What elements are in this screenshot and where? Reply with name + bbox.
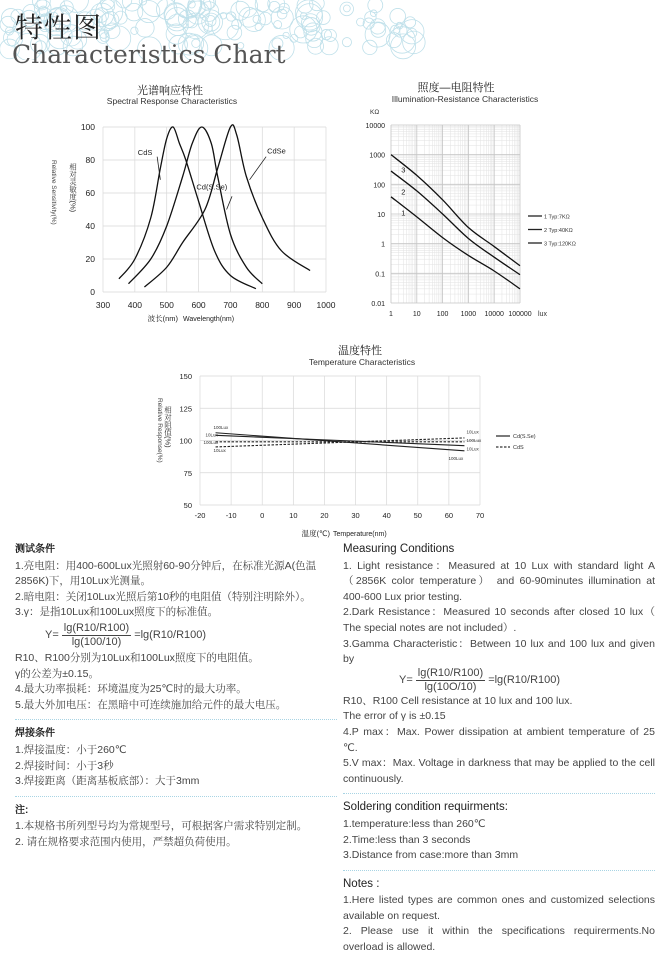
- y-tick-label: 0.1: [375, 271, 385, 279]
- formula-lhs: Y=: [399, 673, 413, 686]
- legend-label: CdS: [513, 445, 524, 451]
- gamma-formula: [343, 668, 655, 694]
- y-tick-label: 40: [85, 221, 95, 231]
- x-tick-label: 10000: [484, 311, 504, 318]
- y-tick-label: 20: [85, 254, 95, 264]
- section-title-test-conditions: 测试条件: [15, 544, 55, 555]
- formula-denominator: lg(100/10): [71, 636, 122, 649]
- y-tick-label: 125: [179, 404, 192, 414]
- text-line: 4.最大功率损耗：环境温度为25℃时的最大功率。: [15, 683, 247, 696]
- series-number-label: 1: [401, 208, 406, 218]
- section-title-soldering: 焊接条件: [15, 728, 55, 740]
- series-number-label: 2: [401, 187, 406, 197]
- y-axis-label: Relative Response(%): [156, 398, 163, 463]
- chart-subtitle: Temperature Characteristics: [308, 357, 416, 367]
- divider: [15, 719, 337, 720]
- text-line: 5.最大外加电压：在黑暗中可连续施加给元件的最大电压。: [15, 698, 287, 711]
- formula-rhs: =lg(R10/R100): [488, 673, 561, 686]
- x-tick-label: 10: [289, 511, 298, 520]
- spectral-response-chart: [50, 83, 336, 323]
- divider: [343, 793, 655, 794]
- series-label: Cd(S.Se): [196, 182, 228, 192]
- formula-lhs: Y=: [45, 629, 59, 642]
- formula-fraction: [62, 622, 131, 649]
- formula-numerator: lg(R10/R100): [417, 667, 484, 680]
- x-tick-label: 1000: [316, 300, 336, 310]
- series-line-3: [391, 155, 520, 266]
- legend-label: 1 Typ:7KΩ: [544, 214, 570, 221]
- text-line: 3.Gamma Characteristic：Between 10 lux and 100 lux and given by: [343, 637, 655, 666]
- series-label: CdS: [137, 148, 153, 158]
- y-tick-label: 0: [90, 287, 95, 297]
- x-tick-label: 50: [413, 511, 422, 520]
- text-line: 4.P max：Max. Power dissipation at ambient temperature of 25 ℃.: [343, 725, 655, 754]
- y-tick-label: 10: [377, 212, 385, 219]
- y-axis-label-cn: 相对阻值(%): [163, 406, 173, 448]
- text-line: 2. Please use it within the specifications requirerments.No overload is allowed.: [343, 925, 655, 954]
- y-tick-label: 50: [183, 501, 192, 510]
- x-tick-label: 300: [95, 300, 111, 310]
- y-tick-label: 100: [373, 182, 385, 190]
- x-tick-label: 10: [412, 311, 421, 318]
- text-line: 1.temperature:less than 260℃: [343, 817, 486, 830]
- formula-fraction: [416, 667, 485, 694]
- formula-denominator: lg(10O/10): [424, 681, 477, 694]
- legend-label: 3 Typ:120KΩ: [544, 241, 576, 248]
- text-line: 5.V max：Max. Voltage in darkness that may be applied to the cell continuously.: [343, 757, 655, 785]
- x-tick-label: 400: [127, 300, 142, 310]
- line-label: 100Lux: [203, 440, 219, 445]
- line-label: 100Lux: [448, 456, 464, 461]
- x-tick-label: 600: [191, 300, 206, 310]
- x-tick-label: 700: [223, 300, 238, 310]
- series-number-label: 3: [401, 165, 406, 175]
- text-line: 2. 请在规格要求范围内使用，严禁超负荷使用。: [15, 835, 237, 848]
- text-line: 3.γ：是指10Lux和100Lux照度下的标准值。: [15, 606, 219, 619]
- x-tick-label: 100: [436, 311, 449, 318]
- chart-title-cn: 照度—电阻特性: [417, 82, 495, 94]
- x-axis-unit: lux: [538, 311, 547, 318]
- formula-rhs: =lg(R10/R100): [134, 629, 207, 642]
- y-axis-label: Relative Sensitivity(%): [50, 160, 57, 225]
- text-line: 2.暗电阻：关闭10Lux光照后第10秒的电阻值（特别注明除外）。: [15, 590, 311, 603]
- y-tick-label: 1000: [369, 152, 385, 160]
- section-title-notes: 注:: [15, 804, 29, 816]
- x-tick-label: 1000: [460, 311, 477, 318]
- y-tick-label: 100: [80, 122, 95, 132]
- y-tick-label: 1: [381, 241, 385, 249]
- text-line: 3.Distance from case:more than 3mm: [343, 849, 519, 862]
- section-title-soldering: Soldering condition requirments:: [343, 801, 508, 814]
- x-tick-label: 20: [320, 511, 329, 520]
- text-line: 1.本规格书所列型号均为常规型号，可根据客户需求特别定制。: [15, 820, 308, 833]
- series-line-cds: [216, 438, 465, 447]
- gamma-formula: [15, 621, 337, 651]
- x-axis-label: Temperature(nm): [333, 531, 387, 538]
- x-axis-label-cn: 温度(℃): [301, 529, 330, 538]
- x-tick-label: -10: [225, 511, 237, 520]
- page-title-cn: 特性图: [15, 11, 103, 44]
- section-title-measuring-conditions: Measuring Conditions: [343, 543, 455, 555]
- arrow-icon: [227, 196, 232, 209]
- text-line: 1. Light resistance：Measured at 10 Lux with standard light A（2856K color temperature） and 60-90minutes illumination at 400-600 Lux prior testing.: [343, 559, 655, 603]
- illumination-resistance-chart: [366, 80, 576, 318]
- text-line: The error of γ is ±0.15: [343, 710, 446, 723]
- line-label: 100Lux: [213, 425, 229, 430]
- text-line: 2.Dark Resistance：Measured 10 seconds after closed 10 lux（ The special notes are not included）.: [343, 606, 655, 634]
- y-axis-unit: KΩ: [370, 109, 380, 116]
- text-line: 2.焊接时间：小于3秒: [15, 759, 114, 772]
- text-line: 1.Here listed types are common ones and customized selections available on request.: [343, 894, 655, 922]
- series-label: CdSe: [267, 146, 286, 156]
- text-line: 3.焊接距离（距离基板底部）：大于3mm: [15, 775, 200, 788]
- x-axis-label: Wavelength(nm): [183, 316, 235, 323]
- text-line: 1.焊接温度：小于260℃: [15, 743, 127, 756]
- y-tick-label: 100: [179, 436, 192, 446]
- chart-subtitle: Illumination-Resistance Characteristics: [391, 94, 539, 104]
- x-tick-label: 40: [382, 511, 391, 520]
- line-label: 10Lux: [466, 446, 479, 452]
- y-tick-label: 75: [183, 468, 192, 478]
- text-line: γ的公差为±0.15。: [15, 667, 99, 680]
- x-axis-label-cn: 波长(nm): [147, 314, 178, 323]
- legend-label: Cd(S.Se): [513, 434, 536, 440]
- x-tick-label: 900: [287, 300, 302, 310]
- chart-title-cn: 温度特性: [338, 345, 382, 357]
- y-tick-label: 150: [179, 372, 192, 381]
- y-tick-label: 0.01: [371, 301, 385, 308]
- series-line-1: [391, 197, 520, 289]
- y-tick-label: 10000: [365, 123, 385, 130]
- chart-subtitle: Spectral Response Characteristics: [106, 96, 238, 106]
- divider: [343, 870, 655, 871]
- line-label: 10Lux: [213, 448, 226, 453]
- temperature-chart: [156, 343, 536, 538]
- x-tick-label: 0: [260, 511, 265, 520]
- x-tick-label: -20: [194, 511, 206, 520]
- x-tick-label: 70: [475, 511, 485, 520]
- x-tick-label: 500: [159, 300, 174, 310]
- section-title-notes: Notes :: [343, 877, 380, 890]
- y-tick-label: 80: [85, 155, 95, 165]
- formula-numerator: lg(R10/R100): [63, 622, 130, 635]
- chart-title-cn: 光谱响应特性: [137, 85, 203, 97]
- chinese-conditions-column: [15, 542, 337, 851]
- text-line: 2.Time:less than 3 seconds: [343, 833, 471, 846]
- english-conditions-column: [343, 542, 655, 956]
- page-title-en: Characteristics Chart: [12, 40, 286, 69]
- legend-label: 2 Typ:40KΩ: [544, 228, 573, 234]
- text-line: R10、R100分别为10Lux和100Lux照度下的电阻值。: [15, 651, 259, 664]
- text-line: 1.亮电阻：用400-600Lux光照射60-90分钟后，在标准光源A(色温2856K)下，用10Lux光测量。: [15, 559, 317, 588]
- x-tick-label: 1: [389, 311, 393, 318]
- line-label: 100Lux: [466, 438, 482, 443]
- y-axis-label-cn: 相对灵敏度(%): [68, 163, 78, 213]
- x-tick-label: 800: [255, 300, 270, 310]
- text-line: R10、R100 Cell resistance at 10 lux and 100 lux.: [343, 694, 573, 707]
- x-tick-label: 30: [351, 511, 360, 520]
- divider: [15, 796, 337, 797]
- x-tick-label: 60: [444, 511, 454, 520]
- x-tick-label: 100000: [508, 311, 532, 318]
- y-tick-label: 60: [85, 188, 95, 198]
- line-label: 10Lux: [205, 432, 218, 438]
- line-label: 10Lux: [466, 429, 479, 435]
